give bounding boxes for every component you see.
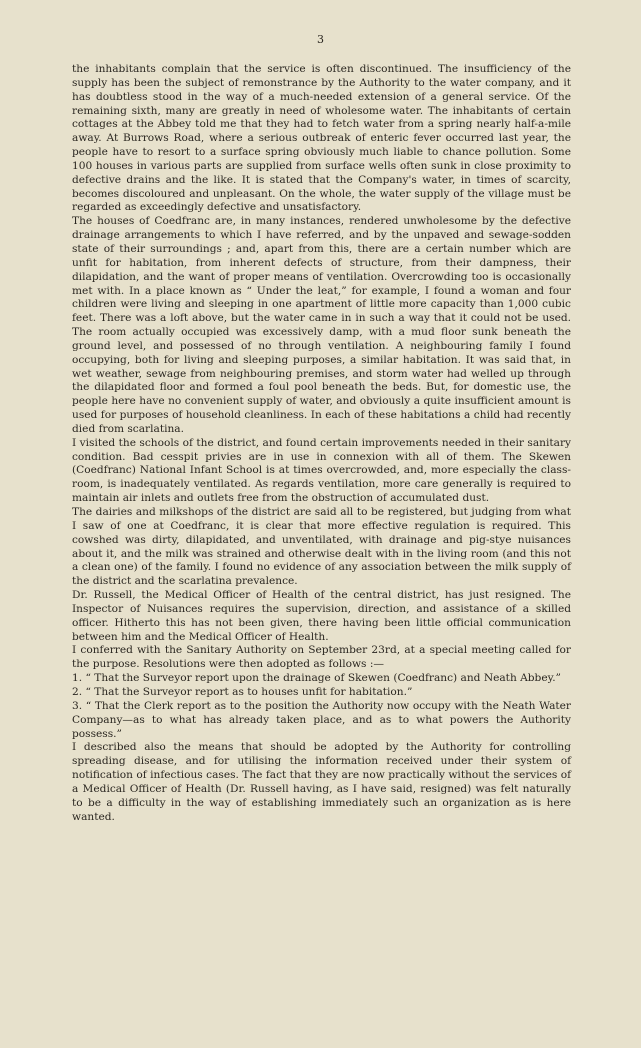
paragraph-dairies: The dairies and milkshops of the district are said all to be registered, but judging from what I saw of one at Coedfranc, it is clear that more effective regulation is required. This cowshed was dirty, dilapidated, and unventilated, with drainage and pig-stye nuisances about it, and the milk was strained and otherwise dealt with in the living room (and this not a clean one) of the family. I found no evidence of any association between the milk supply of the district and the scarlatina prevalence.: [72, 506, 571, 588]
paragraph-disease-control: I described also the means that should be adopted by the Authority for controlling spreading disease, and for utilising the information received under their system of notification of infectious cases. The fact that they are now practically without the services of a Medical Officer of Health (Dr. Russell having, as I have said, resigned) was felt naturally to be a difficulty in the way of establishing immediately such an organization as is here wanted.: [72, 741, 571, 823]
paragraph-water-supply: the inhabitants complain that the service is often discontinued. The insufficiency of the supply has been the subject of remonstrance by the Authority to the water company, and it has doubtless stood in the way of a much-needed extension of a general service. Of the remaining sixth, many are greatly in need of wholesome water. The inhabitants of certain cottages at the Abbey told me that they had to fetch water from a spring nearly half-a-mile away. At Burrows Road, where a serious outbreak of enteric fever occurred last year, the people have to resort to a surface spring obviously much liable to chance pollution. Some 100 houses in various parts are supplied from surface wells often sunk in close proximity to defective drains and the like. It is stated that the Company's water, in times of scarcity, becomes discoloured and unpleasant. On the whole, the water supply of the village must be regarded as exceedingly defective and unsatisfactory.: [72, 63, 571, 214]
resolution-1: 1. “ That the Surveyor report upon the drainage of Skewen (Coedfranc) and Neath Abbey.”: [72, 672, 561, 685]
page-number: 3: [317, 33, 324, 46]
paragraph-houses: The houses of Coedfranc are, in many instances, rendered unwholesome by the defective drainage arrangements to which I have referred, and by the unpaved and sewage-sodden state of their surroundings ; and, apart from this, there are a certain number which are unfit for habitation, from inherent defects of structure, from their dampness, their dilapidation, and the want of proper means of ventilation. Overcrowding too is occasionally met with. In a place known as “ Under the leat,” for example, I found a woman and four children were living and sleeping in one apartment of little more capacity than 1,000 cubic feet. There was a loft above, but the water came in in such a way that it could not be used. The room actually occupied was excessively damp, with a mud floor sunk beneath the ground level, and possessed of no through ventilation. A neighbouring family I found occupying, both for living and sleeping purposes, a similar habitation. It was said that, in wet weather, sewage from neighbouring premises, and storm water had welled up through the dilapidated floor and formed a foul pool beneath the beds. But, for domestic use, the people here have no convenient supply of water, and obviously a quite insufficient amount is used for purposes of household cleanliness. In each of these habitations a child had recently died from scarlatina.: [72, 215, 571, 435]
body-text: [72, 63, 571, 824]
resolution-2: 2. “ That the Surveyor report as to houses unfit for habitation.”: [72, 685, 413, 698]
paragraph-sanitary-authority: I conferred with the Sanitary Authority on September 23rd, at a special meeting called for the purpose. Resolutions were then adopted as follows :—: [72, 644, 571, 671]
resolution-3: 3. “ That the Clerk report as to the position the Authority now occupy with the Neath Water Company—as to what has already taken place, and as to what powers the Authority possess.”: [72, 699, 571, 740]
paragraph-medical-officer: Dr. Russell, the Medical Officer of Health of the central district, has just resigned. The Inspector of Nuisances requires the supervision, direction, and assistance of a skilled officer. Hitherto this has not been given, there having been little official communication between him and the Medical Officer of Health.: [72, 589, 571, 643]
paragraph-schools: I visited the schools of the district, and found certain improvements needed in their sanitary condition. Bad cesspit privies are in use in connexion with all of them. The Skewen (Coedfranc) National Infant School is at times overcrowded, and, more especially the class-room, is inadequately ventilated. As regards ventilation, more care generally is required to maintain air inlets and outlets free from the obstruction of accumulated dust.: [72, 436, 571, 505]
